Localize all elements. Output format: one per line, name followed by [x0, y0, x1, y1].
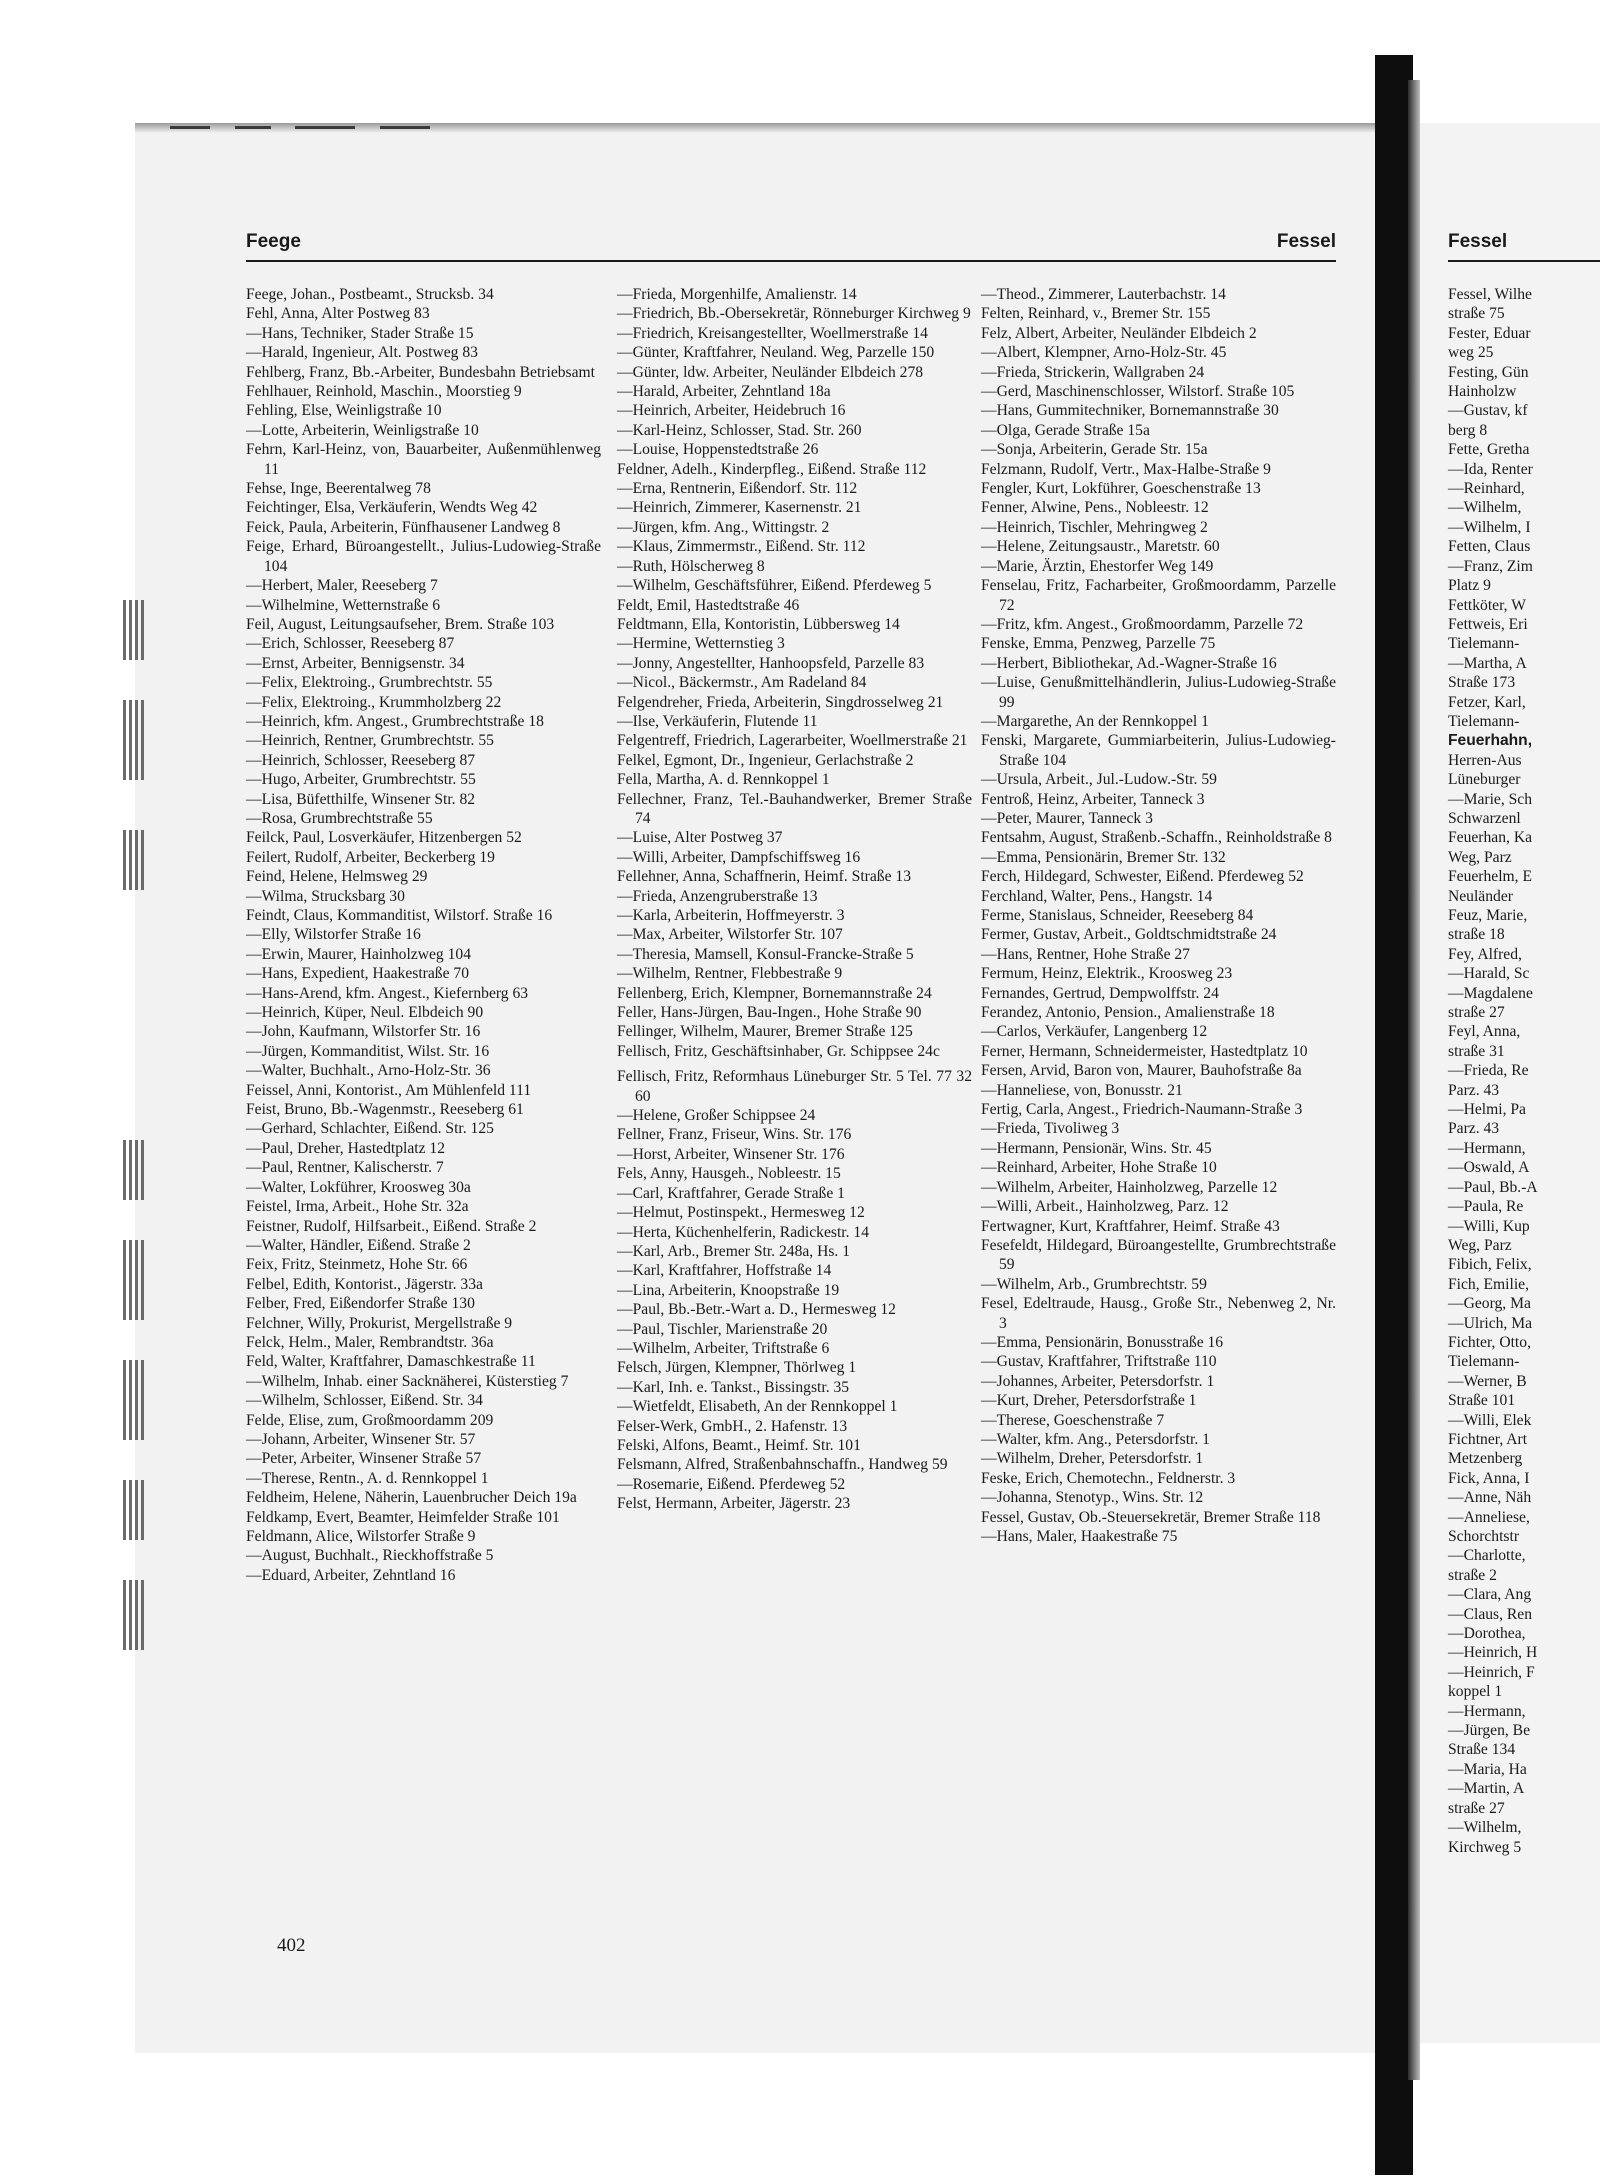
directory-entry: —Frieda, Tivoliweg 3	[981, 1120, 1120, 1138]
directory-entry: —Paul, Dreher, Hastedtplatz 12	[246, 1139, 446, 1157]
directory-entry: —Heinrich, Rentner, Grumbrechtstr. 55	[246, 732, 494, 750]
directory-entry: Feistner, Rudolf, Hilfsarbeit., Eißend. Straße 2	[246, 1217, 537, 1235]
directory-entry: —Johanna, Stenotyp., Wins. Str. 12	[981, 1489, 1204, 1507]
directory-entry: —Hans, Expedient, Haakestraße 70	[246, 965, 470, 983]
directory-entry: Fellehner, Anna, Schaffnerin, Heimf. Straße 13	[617, 868, 911, 886]
index-mark	[123, 1480, 147, 1540]
directory-entry: —Walter, Händler, Eißend. Straße 2	[246, 1236, 471, 1254]
directory-entry: —Lina, Arbeiterin, Knoopstraße 19	[617, 1281, 840, 1299]
directory-entry: Fels, Anny, Hausgeh., Nobleestr. 15	[617, 1165, 841, 1183]
directory-entry: —Heinrich, Zimmerer, Kasernenstr. 21	[617, 499, 862, 517]
directory-entry: —Felix, Elektroing., Grumbrechtstr. 55	[246, 674, 493, 692]
directory-entry: —Therese, Goeschenstraße 7	[981, 1411, 1165, 1429]
directory-entry: Fellner, Franz, Friseur, Wins. Str. 176	[617, 1126, 852, 1144]
directory-entry: Fersen, Arvid, Baron von, Maurer, Bauhofstraße 8a	[981, 1062, 1302, 1080]
directory-entry-fragment: —Franz, Zim	[1448, 557, 1533, 575]
directory-entry: —Erna, Rentnerin, Eißendorf. Str. 112	[617, 480, 858, 498]
directory-entry: —Emma, Pensionärin, Bremer Str. 132	[981, 848, 1226, 866]
directory-entry: —Luise, Genußmittelhändlerin, Julius-Ludowieg-Straße 99	[981, 674, 1336, 711]
directory-entry-fragment: —Ida, Renter	[1448, 460, 1533, 478]
directory-entry-fragment: Fetzer, Karl,	[1448, 693, 1526, 711]
directory-entry-fragment: Feuerhan, Ka	[1448, 829, 1532, 847]
directory-entry: —Harald, Arbeiter, Zehntland 18a	[617, 383, 831, 401]
directory-entry-fragment: —Anneliese,	[1448, 1508, 1530, 1526]
directory-entry: Fehrn, Karl-Heinz, von, Bauarbeiter, Außenmühlenweg 11	[246, 441, 601, 478]
directory-entry-fragment: Neuländer	[1448, 887, 1513, 905]
directory-entry-fragment: Schorchtstr	[1448, 1528, 1520, 1545]
directory-entry: —Kurt, Dreher, Petersdorfstraße 1	[981, 1392, 1197, 1410]
directory-entry: —Helene, Zeitungsaustr., Maretstr. 60	[981, 538, 1220, 556]
directory-entry-fragment: —Reinhard,	[1448, 480, 1525, 498]
directory-entry: —Willi, Arbeiter, Dampfschiffsweg 16	[617, 848, 861, 866]
directory-entry: Felck, Helm., Maler, Rembrandtstr. 36a	[246, 1333, 494, 1351]
directory-entry: Fehlhauer, Reinhold, Maschin., Moorstieg 9	[246, 383, 522, 401]
book-gutter	[1408, 80, 1420, 2080]
directory-entry: —Rosemarie, Eißend. Pferdeweg 52	[617, 1475, 846, 1493]
directory-entry: —Herbert, Bibliothekar, Ad.-Wagner-Straße 16	[981, 654, 1277, 672]
directory-entry: —Karl, Kraftfahrer, Hoffstraße 14	[617, 1262, 832, 1280]
directory-entry: Fellisch, Fritz, Reformhaus Lüneburger Str. 5 Tel. 77 32 60	[617, 1068, 972, 1105]
directory-entry: —Carlos, Verkäufer, Langenberg 12	[981, 1023, 1208, 1041]
directory-entry: Fenski, Margarete, Gummiarbeiterin, Julius-Ludowieg-Straße 104	[981, 732, 1336, 769]
directory-entry: Feissel, Anni, Kontorist., Am Mühlenfeld 111	[246, 1081, 532, 1099]
directory-entry: —Emma, Pensionärin, Bonusstraße 16	[981, 1333, 1224, 1351]
directory-entry: Fenske, Emma, Penzweg, Parzelle 75	[981, 635, 1216, 653]
directory-entry-fragment: Lüneburger	[1448, 771, 1521, 789]
directory-entry: Felski, Alfons, Beamt., Heimf. Str. 101	[617, 1436, 861, 1454]
directory-entry: —Lisa, Büfetthilfe, Winsener Str. 82	[246, 790, 476, 808]
directory-entry: Fernandes, Gertrud, Dempwolffstr. 24	[981, 984, 1219, 1002]
index-mark	[123, 1240, 147, 1320]
directory-entry-fragment: Weg, Parz	[1448, 1236, 1512, 1254]
directory-entry: Fellenberg, Erich, Klempner, Bornemannstraße 24	[617, 984, 932, 1002]
directory-entry: Felsmann, Alfred, Straßenbahnschaffn., Handweg 59	[617, 1456, 948, 1474]
directory-entry: —Hans, Techniker, Stader Straße 15	[246, 324, 474, 342]
directory-entry: Fellechner, Franz, Tel.-Bauhandwerker, Bremer Straße 74	[617, 790, 972, 827]
directory-entry: —Sonja, Arbeiterin, Gerade Str. 15a	[981, 441, 1208, 459]
directory-entry: Fehling, Else, Weinligstraße 10	[246, 402, 442, 420]
directory-entry-fragment: Fichtner, Art	[1448, 1430, 1528, 1448]
directory-entry: —Jürgen, kfm. Ang., Wittingstr. 2	[617, 518, 830, 536]
directory-entry: Felde, Elise, zum, Großmoordamm 209	[246, 1411, 494, 1429]
directory-entry-fragment: —Martha, A	[1448, 654, 1527, 672]
header-rule	[246, 260, 1336, 262]
directory-entry-fragment: Fette, Gretha	[1448, 441, 1530, 459]
directory-entry: —Wilhelm, Geschäftsführer, Eißend. Pferdeweg 5	[617, 577, 932, 595]
index-mark	[123, 700, 147, 780]
directory-entry-fragment: —Hermann,	[1448, 1139, 1526, 1157]
directory-entry-fragment: —Magdalene	[1448, 984, 1533, 1002]
directory-entry: —Erich, Schlosser, Reeseberg 87	[246, 635, 455, 653]
directory-entry: —Hans, Maler, Haakestraße 75	[981, 1528, 1178, 1545]
directory-entry: —Erwin, Maurer, Hainholzweg 104	[246, 945, 471, 963]
directory-entry: —Hugo, Arbeiter, Grumbrechtstr. 55	[246, 771, 476, 789]
directory-entry-fragment: Weg, Parz	[1448, 848, 1512, 866]
directory-entry-fragment: Hainholzw	[1448, 383, 1517, 401]
directory-column-2	[617, 285, 972, 1514]
directory-entry: —Olga, Gerade Straße 15a	[981, 421, 1150, 439]
directory-entry-fragment: Feyl, Anna,	[1448, 1023, 1521, 1041]
directory-entry: Feldkamp, Evert, Beamter, Heimfelder Straße 101	[246, 1508, 560, 1526]
directory-entry-fragment: Parz. 43	[1448, 1120, 1500, 1138]
directory-entry-fragment: Fettköter, W	[1448, 596, 1526, 614]
directory-entry-fragment: Fessel, Wilhe	[1448, 286, 1532, 303]
directory-entry: —Walter, Buchhalt., Arno-Holz-Str. 36	[246, 1062, 491, 1080]
directory-entry: —Paul, Tischler, Marienstraße 20	[617, 1320, 828, 1338]
directory-entry: —Wilhelmine, Wetternstraße 6	[246, 596, 440, 614]
directory-entry: Feldner, Adelh., Kinderpfleg., Eißend. Straße 112	[617, 460, 927, 478]
directory-entry: —Peter, Arbeiter, Winsener Straße 57	[246, 1450, 482, 1468]
directory-entry: Feske, Erich, Chemotechn., Feldnerstr. 3	[981, 1469, 1236, 1487]
directory-entry: —Luise, Alter Postweg 37	[617, 829, 783, 847]
directory-entry: Fenner, Alwine, Pens., Nobleestr. 12	[981, 499, 1209, 517]
directory-entry-fragment: —Oswald, A	[1448, 1159, 1530, 1177]
directory-entry: —Fritz, kfm. Angest., Großmoordamm, Parzelle 72	[981, 615, 1304, 633]
directory-entry-fragment: Fich, Emilie,	[1448, 1275, 1529, 1293]
running-head-right: Fessel	[1276, 231, 1336, 252]
directory-entry: Feldheim, Helene, Näherin, Lauenbrucher Deich 19a	[246, 1489, 577, 1507]
directory-entry-fragment: Fibich, Felix,	[1448, 1256, 1532, 1274]
directory-entry: —Lotte, Arbeiterin, Weinligstraße 10	[246, 421, 479, 439]
directory-entry-fragment: —Maria, Ha	[1448, 1760, 1527, 1778]
directory-entry: —Louise, Hoppenstedtstraße 26	[617, 441, 819, 459]
directory-entry: —Johannes, Arbeiter, Petersdorfstr. 1	[981, 1372, 1215, 1390]
directory-entry-fragment: Fetten, Claus	[1448, 538, 1531, 556]
directory-entry: —Herbert, Maler, Reeseberg 7	[246, 577, 438, 595]
top-edge-mark	[235, 126, 271, 129]
directory-entry-fragment: Feuerhahn,	[1448, 732, 1533, 750]
directory-entry: Felkel, Egmont, Dr., Ingenieur, Gerlachstraße 2	[617, 751, 914, 769]
directory-entry-fragment: —Ulrich, Ma	[1448, 1314, 1533, 1332]
directory-entry-fragment: Fester, Eduar	[1448, 324, 1531, 342]
directory-entry: —Nicol., Bäckermstr., Am Radeland 84	[617, 674, 867, 692]
directory-entry: —Wilhelm, Inhab. einer Sacknäherei, Küsterstieg 7	[246, 1372, 569, 1390]
directory-entry: —Willi, Arbeit., Hainholzweg, Parz. 12	[981, 1198, 1229, 1216]
directory-entry: —Hanneliese, von, Bonusstr. 21	[981, 1081, 1183, 1099]
directory-entry: —Theresia, Mamsell, Konsul-Francke-Straße 5	[617, 945, 914, 963]
directory-entry-fragment: —Willi, Kup	[1448, 1217, 1530, 1235]
directory-entry: Fesel, Edeltraude, Hausg., Große Str., Nebenweg 2, Nr. 3	[981, 1295, 1336, 1332]
directory-entry-fragment: —Frieda, Re	[1448, 1062, 1529, 1080]
directory-entry: Fehse, Inge, Beerentalweg 78	[246, 480, 431, 498]
directory-entry-fragment: —Wilhelm,	[1448, 499, 1522, 517]
directory-entry-fragment: —Gustav, kf	[1448, 402, 1528, 420]
directory-entry-fragment: —Clara, Ang	[1448, 1586, 1532, 1604]
directory-entry-fragment: —Claus, Ren	[1448, 1605, 1533, 1623]
directory-entry: —Theod., Zimmerer, Lauterbachstr. 14	[981, 286, 1226, 303]
directory-entry: —Heinrich, Schlosser, Reeseberg 87	[246, 751, 476, 769]
top-edge-mark	[170, 126, 210, 129]
thumb-index-marks	[123, 600, 153, 1700]
top-edge-mark	[380, 126, 430, 129]
directory-entry: Feix, Fritz, Steinmetz, Hohe Str. 66	[246, 1256, 468, 1274]
directory-entry: —Wilhelm, Arbeiter, Hainholzweg, Parzelle 12	[981, 1178, 1278, 1196]
directory-entry: Ferchland, Walter, Pens., Hangstr. 14	[981, 887, 1213, 905]
directory-entry-fragment: Fick, Anna, I	[1448, 1469, 1530, 1487]
directory-entry-fragment: Metzenberg	[1448, 1450, 1523, 1468]
directory-entry: Feichtinger, Elsa, Verkäuferin, Wendts Weg 42	[246, 499, 538, 517]
directory-entry-fragment: Platz 9	[1448, 577, 1491, 595]
directory-entry: —Wilhelm, Schlosser, Eißend. Str. 34	[246, 1392, 483, 1410]
directory-entry-fragment: weg 25	[1448, 344, 1494, 362]
directory-entry: —Hans, Gummitechniker, Bornemannstraße 30	[981, 402, 1279, 420]
directory-entry-fragment: Kirchweg 5	[1448, 1838, 1522, 1856]
directory-entry: —Frieda, Anzengruberstraße 13	[617, 887, 818, 905]
directory-entry: —Gerd, Maschinenschlosser, Wilstorf. Straße 105	[981, 383, 1295, 401]
directory-entry: —Walter, kfm. Ang., Petersdorfstr. 1	[981, 1430, 1210, 1448]
directory-entry: —Heinrich, Küper, Neul. Elbdeich 90	[246, 1004, 484, 1022]
directory-entry: Feilck, Paul, Losverkäufer, Hitzenbergen 52	[246, 829, 522, 847]
directory-entry: Fertig, Carla, Angest., Friedrich-Naumann-Straße 3	[981, 1101, 1303, 1119]
directory-entry: Felber, Fred, Eißendorfer Straße 130	[246, 1295, 475, 1313]
directory-entry-fragment: —Wilhelm,	[1448, 1819, 1522, 1837]
directory-entry-fragment: Feuerhelm, E	[1448, 868, 1533, 886]
directory-entry-fragment: straße 18	[1448, 926, 1505, 944]
directory-entry: —Karla, Arbeiterin, Hoffmeyerstr. 3	[617, 907, 845, 924]
directory-column-1	[246, 285, 601, 1585]
directory-entry-fragment: —Martin, A	[1448, 1780, 1525, 1798]
directory-entry: —Max, Arbeiter, Wilstorfer Str. 107	[617, 926, 843, 944]
directory-entry-fragment: koppel 1	[1448, 1683, 1503, 1701]
directory-entry-fragment: —Georg, Ma	[1448, 1295, 1531, 1313]
directory-entry: Feist, Bruno, Bb.-Wagenmstr., Reeseberg 61	[246, 1101, 524, 1119]
page-number: 402	[277, 1935, 306, 1956]
directory-entry-fragment: —Heinrich, F	[1448, 1663, 1535, 1681]
directory-entry: Fellisch, Fritz, Geschäftsinhaber, Gr. Schippsee 24c	[617, 1042, 940, 1060]
directory-entry: —Felix, Elektroing., Krummholzberg 22	[246, 693, 502, 711]
directory-entry: —Jonny, Angestellter, Hanhoopsfeld, Parzelle 83	[617, 654, 925, 672]
directory-entry: Feege, Johan., Postbeamt., Strucksb. 34	[246, 286, 494, 303]
directory-entry-fragment: Festing, Gün	[1448, 363, 1529, 381]
directory-entry: —Walter, Lokführer, Kroosweg 30a	[246, 1178, 471, 1196]
directory-entry-fragment: —Anne, Näh	[1448, 1489, 1532, 1507]
directory-entry-fragment: —Charlotte,	[1448, 1547, 1526, 1565]
directory-entry: Feil, August, Leitungsaufseher, Brem. Straße 103	[246, 615, 555, 633]
directory-entry: Felsch, Jürgen, Klempner, Thörlweg 1	[617, 1359, 857, 1377]
directory-entry: —Hermine, Wetternstieg 3	[617, 635, 785, 653]
directory-entry: Felst, Hermann, Arbeiter, Jägerstr. 23	[617, 1495, 851, 1513]
directory-entry: —Paul, Bb.-Betr.-Wart a. D., Hermesweg 12	[617, 1301, 896, 1319]
directory-entry-fragment: Herren-Aus	[1448, 751, 1522, 769]
directory-entry: —Ernst, Arbeiter, Bennigsenstr. 34	[246, 654, 465, 672]
directory-column-3	[981, 285, 1336, 1546]
directory-entry-fragment: Tielemann-	[1448, 712, 1520, 730]
directory-entry-fragment: straße 27	[1448, 1799, 1505, 1817]
index-mark	[123, 830, 147, 890]
directory-entry: Feldt, Emil, Hastedtstraße 46	[617, 596, 800, 614]
directory-entry-fragment: —Wilhelm, I	[1448, 518, 1531, 536]
directory-entry: Felzmann, Rudolf, Vertr., Max-Halbe-Straße 9	[981, 460, 1271, 478]
directory-entry-fragment: straße 75	[1448, 305, 1505, 323]
directory-entry: —Karl, Inh. e. Tankst., Bissingstr. 35	[617, 1378, 850, 1396]
directory-entry: —Wilhelm, Arb., Grumbrechtstr. 59	[981, 1275, 1207, 1293]
directory-entry: —Helene, Großer Schippsee 24	[617, 1107, 816, 1125]
directory-entry: —Harald, Ingenieur, Alt. Postweg 83	[246, 344, 478, 362]
directory-entry: Fermer, Gustav, Arbeit., Goldtschmidtstraße 24	[981, 926, 1277, 944]
directory-entry-fragment: —Harald, Sc	[1448, 965, 1530, 983]
directory-entry: —Gerhard, Schlachter, Eißend. Str. 125	[246, 1120, 494, 1138]
directory-entry: —Wilhelm, Rentner, Flebbestraße 9	[617, 965, 843, 983]
directory-entry: Felbel, Edith, Kontorist., Jägerstr. 33a	[246, 1275, 483, 1293]
directory-entry: —Ruth, Hölscherweg 8	[617, 557, 765, 575]
directory-entry-fragment: straße 2	[1448, 1566, 1497, 1584]
directory-entry: —Rosa, Grumbrechtstraße 55	[246, 809, 433, 827]
directory-entry: —Hermann, Pensionär, Wins. Str. 45	[981, 1139, 1212, 1157]
directory-entry-fragment: straße 31	[1448, 1042, 1505, 1060]
top-edge-mark	[295, 126, 355, 129]
directory-entry: —Paul, Rentner, Kalischerstr. 7	[246, 1159, 444, 1177]
directory-entry: Fermum, Heinz, Elektrik., Kroosweg 23	[981, 965, 1233, 983]
directory-entry: Fertwagner, Kurt, Kraftfahrer, Heimf. Straße 43	[981, 1217, 1280, 1235]
directory-entry: Fengler, Kurt, Lokführer, Goeschenstraße 13	[981, 480, 1261, 498]
directory-entry-fragment: —Helmi, Pa	[1448, 1101, 1526, 1119]
directory-entry: —Herta, Küchenhelferin, Radickestr. 14	[617, 1223, 870, 1241]
directory-entry: —Wilhelm, Dreher, Petersdorfstr. 1	[981, 1450, 1204, 1468]
directory-entry: Feige, Erhard, Büroangestellt., Julius-Ludowieg-Straße 104	[246, 538, 601, 575]
directory-entry: —Günter, Kraftfahrer, Neuland. Weg, Parzelle 150	[617, 344, 935, 362]
directory-entry-fragment: —Hermann,	[1448, 1702, 1526, 1720]
directory-entry-fragment: —Dorothea,	[1448, 1625, 1526, 1643]
directory-entry-fragment: Straße 173	[1448, 674, 1516, 692]
directory-entry: —Margarethe, An der Rennkoppel 1	[981, 712, 1209, 730]
directory-entry: Fellinger, Wilhelm, Maurer, Bremer Straße 125	[617, 1023, 913, 1041]
directory-entry: —Frieda, Morgenhilfe, Amalienstr. 14	[617, 286, 857, 303]
directory-entry: Felchner, Willy, Prokurist, Mergellstraße 9	[246, 1314, 513, 1332]
directory-entry: —Klaus, Zimmermstr., Eißend. Str. 112	[617, 538, 866, 556]
directory-entry: —Friedrich, Bb.-Obersekretär, Rönneburger Kirchweg 9	[617, 305, 971, 323]
index-mark	[123, 1140, 147, 1200]
directory-entry-fragment: Straße 134	[1448, 1741, 1516, 1759]
directory-entry: Feld, Walter, Kraftfahrer, Damaschkestraße 11	[246, 1353, 536, 1371]
directory-entry: —Friedrich, Kreisangestellter, Woellmerstraße 14	[617, 324, 928, 342]
directory-entry-fragment: —Marie, Sch	[1448, 790, 1533, 808]
directory-column-right-page	[1448, 285, 1600, 1857]
directory-entry-fragment: Fey, Alfred,	[1448, 945, 1522, 963]
directory-entry: —Karl-Heinz, Schlosser, Stad. Str. 260	[617, 421, 862, 439]
directory-entry: —Peter, Maurer, Tanneck 3	[981, 809, 1153, 827]
directory-entry-fragment: Tielemann-	[1448, 1353, 1520, 1371]
directory-entry-fragment: —Paul, Bb.-A	[1448, 1178, 1538, 1196]
directory-entry: —Carl, Kraftfahrer, Gerade Straße 1	[617, 1184, 845, 1202]
directory-entry: —Albert, Klempner, Arno-Holz-Str. 45	[981, 344, 1227, 362]
directory-entry: Ferandez, Antonio, Pension., Amalienstraße 18	[981, 1004, 1275, 1022]
directory-entry-fragment: —Werner, B	[1448, 1372, 1527, 1390]
directory-entry-fragment: Schwarzenl	[1448, 809, 1521, 827]
directory-entry: —Elly, Wilstorfer Straße 16	[246, 926, 421, 944]
directory-entry: Felten, Reinhard, v., Bremer Str. 155	[981, 305, 1211, 323]
directory-entry-fragment: berg 8	[1448, 421, 1488, 439]
directory-entry-fragment: —Jürgen, Be	[1448, 1722, 1531, 1740]
directory-entry: Fella, Martha, A. d. Rennkoppel 1	[617, 771, 830, 789]
directory-entry: Fentroß, Heinz, Arbeiter, Tanneck 3	[981, 790, 1205, 808]
index-mark	[123, 600, 147, 660]
directory-entry: Felz, Albert, Arbeiter, Neuländer Elbdeich 2	[981, 324, 1257, 342]
directory-entry: Ferner, Hermann, Schneidermeister, Hastedtplatz 10	[981, 1042, 1308, 1060]
directory-entry-fragment: —Willi, Elek	[1448, 1411, 1532, 1429]
directory-entry: —Karl, Arb., Bremer Str. 248a, Hs. 1	[617, 1242, 851, 1260]
directory-entry: —Frieda, Strickerin, Wallgraben 24	[981, 363, 1205, 381]
directory-entry: —Günter, ldw. Arbeiter, Neuländer Elbdeich 278	[617, 363, 924, 381]
directory-entry: Ferch, Hildegard, Schwester, Eißend. Pferdeweg 52	[981, 868, 1304, 886]
directory-entry: Felgendreher, Frieda, Arbeiterin, Singdrosselweg 21	[617, 693, 944, 711]
directory-entry: Feldtmann, Ella, Kontoristin, Lübbersweg 14	[617, 615, 900, 633]
directory-entry: —Hans-Arend, kfm. Angest., Kiefernberg 63	[246, 984, 529, 1002]
directory-entry-fragment: Tielemann-	[1448, 635, 1520, 653]
directory-entry: Feilert, Rudolf, Arbeiter, Beckerberg 19	[246, 848, 495, 866]
directory-entry: —Eduard, Arbeiter, Zehntland 16	[246, 1566, 456, 1584]
directory-entry: Felgentreff, Friedrich, Lagerarbeiter, Woellmerstraße 21	[617, 732, 968, 750]
right-page	[1420, 123, 1600, 2043]
directory-entry: —Horst, Arbeiter, Winsener Str. 176	[617, 1145, 845, 1163]
directory-entry: Felser-Werk, GmbH., 2. Hafenstr. 13	[617, 1417, 848, 1435]
directory-entry-fragment: Feuz, Marie,	[1448, 907, 1528, 924]
directory-entry: Fenselau, Fritz, Facharbeiter, Großmoordamm, Parzelle 72	[981, 577, 1336, 614]
directory-entry: —Ilse, Verkäuferin, Flutende 11	[617, 712, 818, 730]
index-mark	[123, 1580, 147, 1650]
directory-entry: Feldmann, Alice, Wilstorfer Straße 9	[246, 1528, 476, 1545]
directory-entry: Fentsahm, August, Straßenb.-Schaffn., Reinholdstraße 8	[981, 829, 1332, 847]
directory-entry: —Wilhelm, Arbeiter, Triftstraße 6	[617, 1339, 830, 1357]
directory-entry: —Marie, Ärztin, Ehestorfer Weg 149	[981, 557, 1214, 575]
directory-entry: Feind, Helene, Helmsweg 29	[246, 868, 428, 886]
directory-entry-fragment: Parz. 43	[1448, 1081, 1500, 1099]
index-mark	[123, 1360, 147, 1440]
directory-entry: —John, Kaufmann, Wilstorfer Str. 16	[246, 1023, 481, 1041]
directory-entry: Fessel, Gustav, Ob.-Steuersekretär, Bremer Straße 118	[981, 1508, 1321, 1526]
directory-entry: —Therese, Rentn., A. d. Rennkoppel 1	[246, 1469, 489, 1487]
directory-entry-fragment: Fettweis, Eri	[1448, 615, 1528, 633]
directory-entry: —Heinrich, kfm. Angest., Grumbrechtstraße 18	[246, 712, 544, 730]
directory-entry: —August, Buchhalt., Rieckhoffstraße 5	[246, 1547, 494, 1565]
directory-entry: Feindt, Claus, Kommanditist, Wilstorf. Straße 16	[246, 907, 553, 924]
directory-entry: —Wietfeldt, Elisabeth, An der Rennkoppel 1	[617, 1398, 898, 1416]
directory-entry: —Helmut, Postinspekt., Hermesweg 12	[617, 1204, 865, 1222]
directory-entry: —Hans, Rentner, Hohe Straße 27	[981, 945, 1190, 963]
directory-entry: Ferme, Stanislaus, Schneider, Reeseberg 84	[981, 907, 1254, 924]
left-page	[135, 123, 1408, 2053]
directory-entry: —Jürgen, Kommanditist, Wilst. Str. 16	[246, 1042, 490, 1060]
running-head-left: Feege	[246, 231, 301, 252]
directory-entry: Feistel, Irma, Arbeit., Hohe Str. 32a	[246, 1198, 469, 1216]
directory-entry: —Ursula, Arbeit., Jul.-Ludow.-Str. 59	[981, 771, 1217, 789]
directory-entry: —Gustav, Kraftfahrer, Triftstraße 110	[981, 1353, 1217, 1371]
directory-entry: Feick, Paula, Arbeiterin, Fünfhausener Landweg 8	[246, 518, 561, 536]
directory-entry: —Heinrich, Tischler, Mehringweg 2	[981, 518, 1208, 536]
directory-entry: —Wilma, Strucksbarg 30	[246, 887, 405, 905]
directory-entry-fragment: Straße 101	[1448, 1392, 1516, 1410]
directory-entry: Fehlberg, Franz, Bb.-Arbeiter, Bundesbahn Betriebsamt	[246, 363, 596, 381]
directory-entry: Fehl, Anna, Alter Postweg 83	[246, 305, 430, 323]
directory-entry: Feller, Hans-Jürgen, Bau-Ingen., Hohe Straße 90	[617, 1004, 922, 1022]
directory-entry-fragment: —Heinrich, H	[1448, 1644, 1538, 1662]
header-rule-right	[1448, 260, 1600, 262]
directory-entry: —Heinrich, Arbeiter, Heidebruch 16	[617, 402, 846, 420]
directory-entry-fragment: Fichter, Otto,	[1448, 1333, 1531, 1351]
directory-entry: —Reinhard, Arbeiter, Hohe Straße 10	[981, 1159, 1217, 1177]
directory-entry-fragment: straße 27	[1448, 1004, 1505, 1022]
directory-entry-fragment: —Paula, Re	[1448, 1198, 1524, 1216]
directory-entry: Fesefeldt, Hildegard, Büroangestellte, Grumbrechtstraße 59	[981, 1236, 1336, 1274]
running-head-right-page: Fessel	[1448, 231, 1508, 252]
directory-entry: —Johann, Arbeiter, Winsener Str. 57	[246, 1430, 476, 1448]
